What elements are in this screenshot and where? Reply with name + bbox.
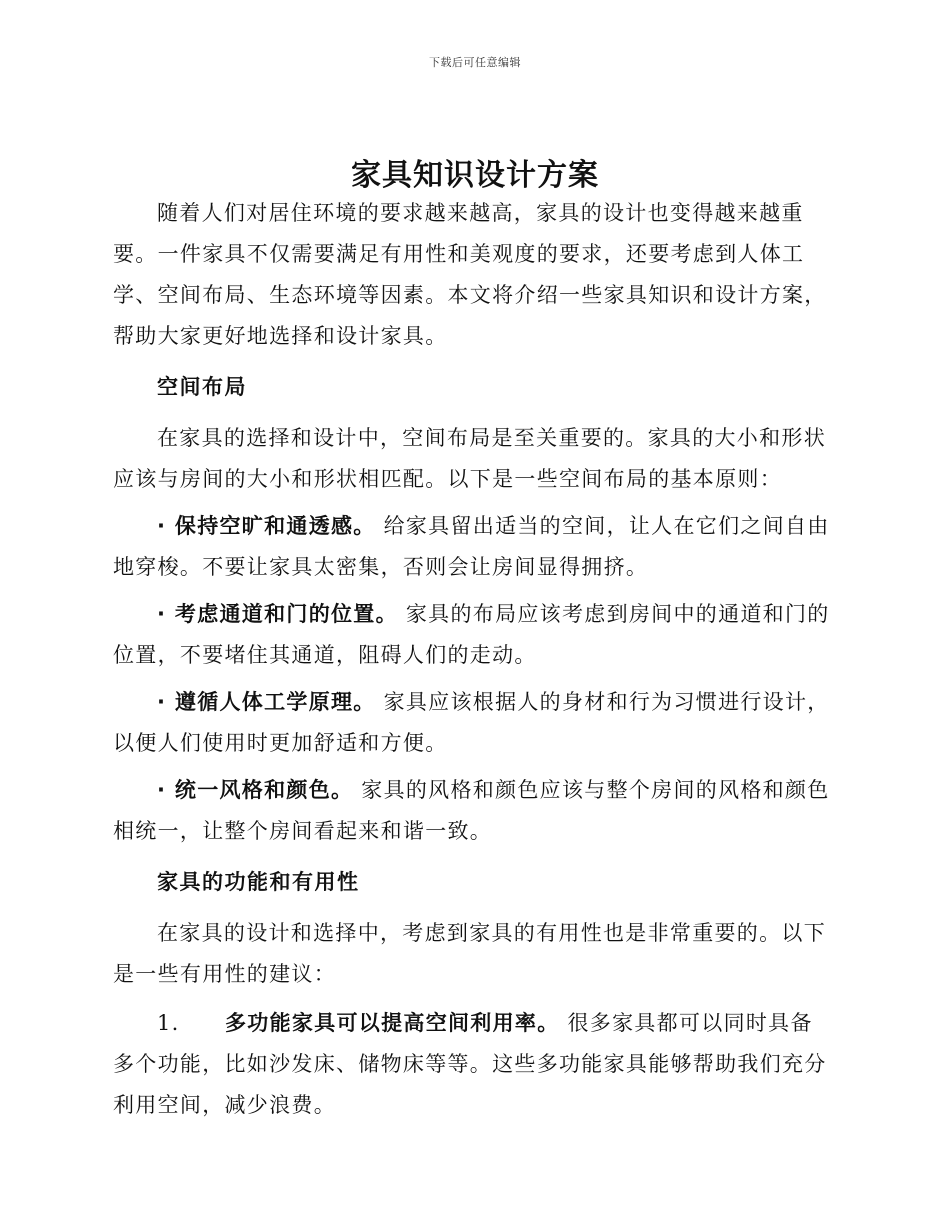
bullet-item [113,594,833,676]
layout-paragraph: 在家具的选择和设计中，空间布局是至关重要的。家具的大小和形状应该与房间的大小和形状相匹配。以下是一些空间布局的基本原则： [113,426,826,491]
document-title: 家具知识设计方案 [351,158,599,193]
intro-paragraph: 随着人们对居住环境的要求越来越高，家具的设计也变得越来越重要。一件家具不仅需要满足有用性和美观度的要求，还要考虑到人体工学、空间布局、生态环境等因素。本文将介绍一些家具知识和设计方案，帮助大家更好地选择和设计家具。 [113,201,827,348]
bullet-lead: · 考虑通道和门的位置。 [157,602,398,626]
bullet-text: 家具的布局应该考虑到房间中的通道和门的位置，不要堵住其通道，阻碍人们的走动。 [113,602,830,667]
function-paragraph: 在家具的设计和选择中，考虑到家具的有用性也是非常重要的。以下是一些有用性的建议： [113,921,826,986]
item-text: 很多家具都可以同时具备多个功能，比如沙发床、储物床等等。这些多功能家具能够帮助我们充分利用空间，减少浪费。 [113,1011,827,1117]
item-lead: 多功能家具可以提高空间利用率。 [225,1011,560,1035]
numbered-item [113,1003,833,1126]
bullet-text: 家具的风格和颜色应该与整个房间的风格和颜色相统一，让整个房间看起来和谐一致。 [113,778,830,843]
bullet-text: 给家具留出适当的空间，让人在它们之间自由地穿梭。不要让家具太密集，否则会让房间显得拥挤。 [113,514,830,579]
section-heading-layout: 空间布局 [157,375,247,399]
bullet-item [113,506,833,588]
bullet-lead: · 统一风格和颜色。 [157,778,354,802]
bullet-item [113,770,833,852]
header-note: 下载后可任意编辑 [429,56,521,69]
bullet-lead: · 遵循人体工学原理。 [157,690,376,714]
item-number: 1. [157,1011,180,1035]
bullet-item [113,682,833,764]
bullet-text: 家具应该根据人的身材和行为习惯进行设计，以便人们使用时更加舒适和方便。 [113,690,830,755]
bullet-lead: · 保持空旷和通透感。 [157,514,376,538]
section-heading-function: 家具的功能和有用性 [157,870,360,894]
document-body [113,193,833,1126]
